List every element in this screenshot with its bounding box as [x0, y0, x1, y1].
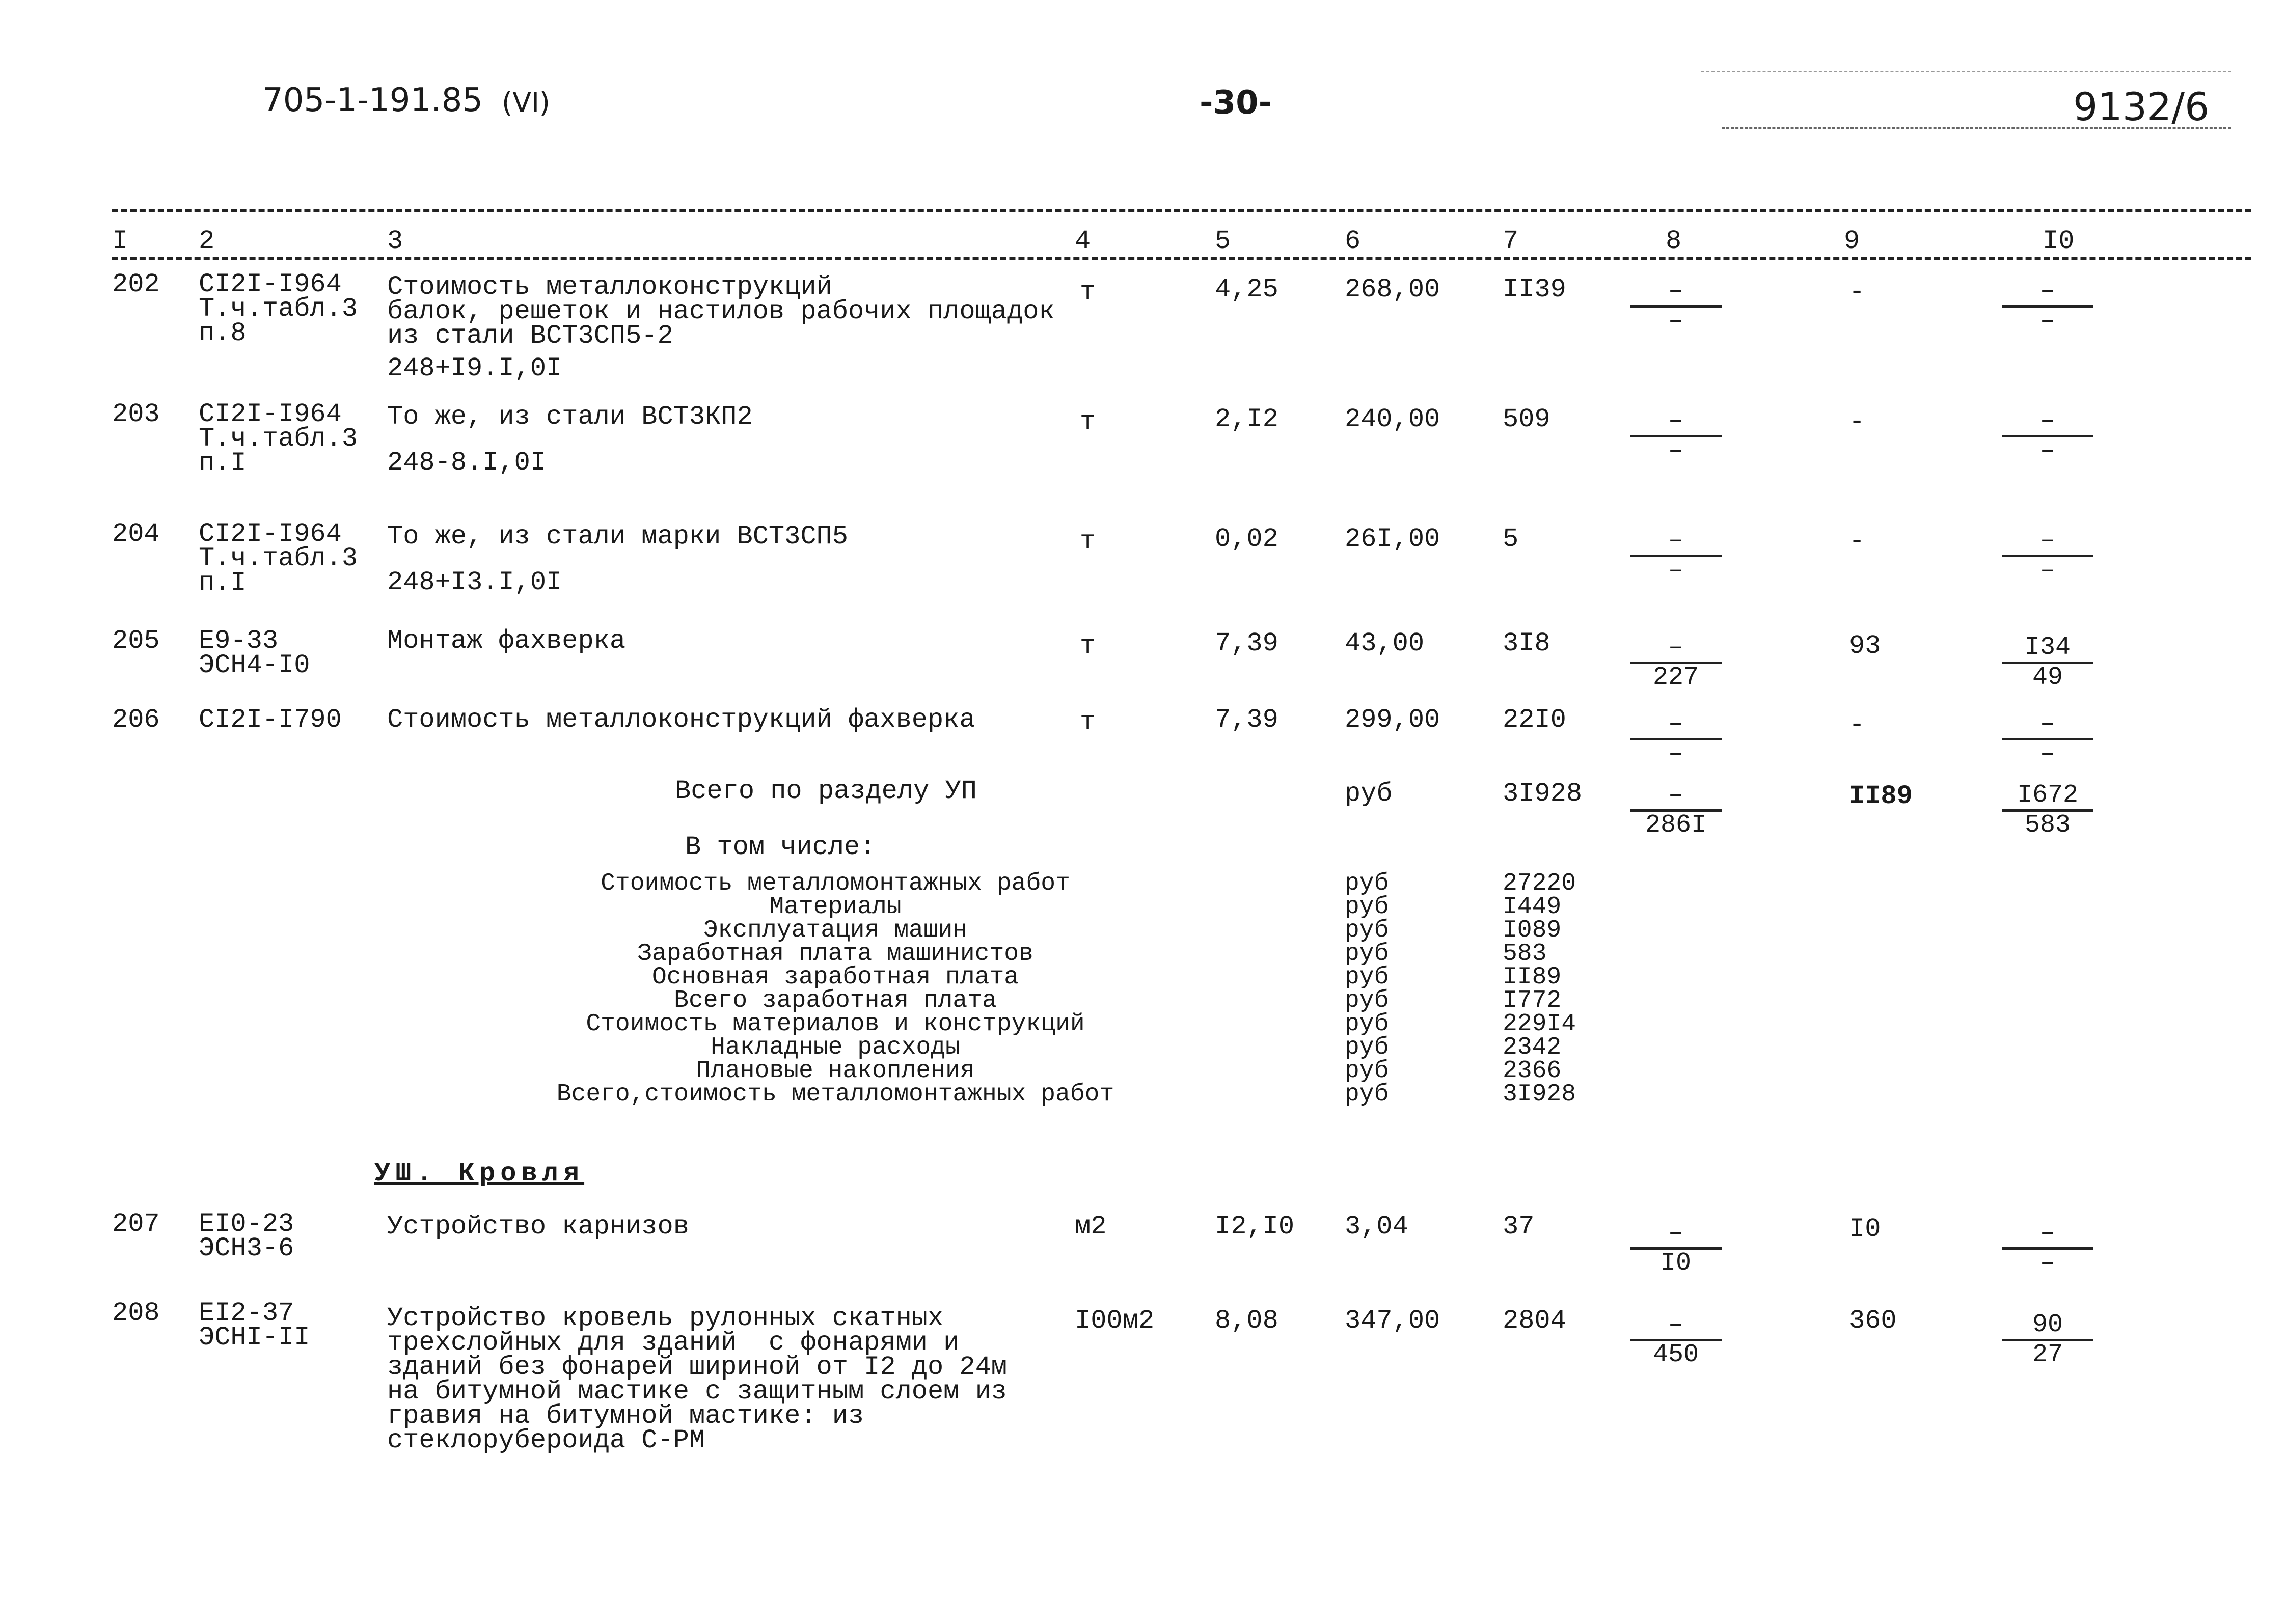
row-204-col10-num: –	[2002, 527, 2093, 557]
document-code: 705-1-191.85	[262, 81, 483, 119]
row-206-col9: -	[1849, 710, 1865, 740]
row-207-col8-den: I0	[1660, 1249, 1691, 1278]
row-203-no: 203	[112, 399, 160, 429]
breakdown-item-unit: руб	[1345, 1010, 1389, 1038]
row-203-col8	[1630, 407, 1722, 465]
breakdown-item-label: Стоимость металломонтажных работ	[601, 870, 1070, 897]
row-204-col8-num: –	[1630, 527, 1722, 557]
row-203-col10	[2002, 407, 2093, 465]
row-205-total: 3I8	[1503, 628, 1550, 658]
row-205-price: 43,00	[1345, 628, 1425, 658]
row-208-ref: ЕI2-37 ЭСНI-II	[199, 1298, 310, 1353]
table-header-rule	[112, 257, 2251, 260]
breakdown-labels	[530, 872, 1141, 1106]
col-header-1: I	[112, 226, 128, 256]
row-207-col8	[1630, 1220, 1722, 1277]
row-204-col8-den: –	[1668, 556, 1683, 585]
row-202-ref: CI2I-I964 Т.ч.табл.3 п.8	[199, 269, 358, 348]
col-header-4: 4	[1075, 226, 1091, 256]
row-203-col9: -	[1849, 407, 1865, 437]
row-203-col8-num: –	[1630, 407, 1722, 437]
row-207-col10	[2002, 1220, 2093, 1277]
row-206-col10	[2002, 710, 2093, 768]
breakdown-item-label: Заработная плата машинистов	[637, 940, 1033, 968]
breakdown-item-unit: руб	[1345, 987, 1389, 1014]
row-207-total: 37	[1503, 1212, 1535, 1242]
row-206-col10-den: –	[2039, 739, 2055, 768]
row-207-no: 207	[112, 1209, 160, 1239]
breakdown-item-label: Эксплуатация машин	[703, 917, 968, 944]
row-203-price: 240,00	[1345, 404, 1440, 434]
row-208-desc: Устройство кровель рулонных скатных трехслойных для зданий с фонарями и зданий без фонарей шириной от I2 до 24м на битумной мастике с защитным слоем из гравия на битумной мастике: из стеклорубероида С-РМ	[387, 1303, 1007, 1455]
breakdown-item-unit: руб	[1345, 917, 1389, 944]
row-208-col10-num: 90	[2002, 1311, 2093, 1341]
row-207-qty: I2,I0	[1215, 1212, 1295, 1242]
row-202-unit: т	[1080, 277, 1096, 307]
row-202-desc: Стоимость металлоконструкций балок, решеток и настилов рабочих площадок из стали ВСТ3СП5-2	[387, 272, 1055, 351]
section-total-col10-den: 583	[2024, 811, 2071, 840]
breakdown-item-unit: руб	[1345, 1034, 1389, 1061]
row-204-price: 26I,00	[1345, 524, 1440, 554]
row-204-desc: То же, из стали марки ВСТ3СП5	[387, 521, 848, 552]
breakdown-units	[1345, 872, 1389, 1106]
row-208-price: 347,00	[1345, 1306, 1440, 1336]
sheet-number: 9132/6	[2073, 84, 2210, 129]
row-202-col10-den: –	[2039, 307, 2055, 336]
row-202-col10	[2002, 278, 2093, 335]
breakdown-item-label: Плановые накопления	[696, 1057, 975, 1085]
breakdown-item-value: I772	[1503, 987, 1562, 1014]
sheet-overline	[1701, 71, 2231, 72]
section-title: УШ. Кровля	[374, 1159, 585, 1189]
row-203-desc: То же, из стали ВСТ3КП2	[387, 402, 753, 432]
breakdown-item-value: II89	[1503, 964, 1562, 991]
row-207-col8-num: –	[1630, 1220, 1722, 1250]
row-202-price: 268,00	[1345, 274, 1440, 305]
document-part: (VI)	[502, 87, 551, 119]
row-204-qty: 0,02	[1215, 524, 1278, 554]
row-206-no: 206	[112, 705, 160, 735]
row-203-col8-den: –	[1668, 436, 1683, 465]
row-208-col8-num: –	[1630, 1311, 1722, 1341]
row-203-col10-den: –	[2039, 436, 2055, 465]
table-top-rule	[112, 209, 2251, 212]
row-206-col8-num: –	[1630, 710, 1722, 740]
section-total-col8-den: 286I	[1645, 811, 1707, 840]
row-208-total: 2804	[1503, 1306, 1566, 1336]
row-205-desc: Монтаж фахверка	[387, 626, 626, 656]
row-206-desc: Стоимость металлоконструкций фахверка	[387, 705, 975, 735]
row-204-no: 204	[112, 519, 160, 549]
section-total-label: Всего по разделу УП	[675, 776, 977, 806]
row-208-col10-den: 27	[2032, 1340, 2063, 1369]
row-202-col10-num: –	[2002, 278, 2093, 308]
row-202-col8	[1630, 278, 1722, 335]
breakdown-item-unit: руб	[1345, 893, 1389, 921]
row-204-total: 5	[1503, 524, 1519, 554]
section-total-unit: руб	[1345, 779, 1393, 809]
row-206-col8	[1630, 710, 1722, 768]
breakdown-item-label: Стоимость материалов и конструкций	[586, 1010, 1085, 1038]
row-208-col10	[2002, 1311, 2093, 1369]
row-206-price: 299,00	[1345, 705, 1440, 735]
breakdown-item-value: 229I4	[1503, 1010, 1576, 1038]
row-206-ref: CI2I-I790	[199, 705, 342, 735]
row-202-qty: 4,25	[1215, 274, 1278, 305]
row-208-col8	[1630, 1311, 1722, 1369]
row-205-unit: т	[1080, 631, 1096, 661]
row-207-price: 3,04	[1345, 1212, 1408, 1242]
row-205-col10-den: 49	[2032, 663, 2063, 692]
breakdown-item-label: Материалы	[769, 893, 902, 921]
page-number: -30-	[1200, 84, 1272, 122]
breakdown-item-label: Основная заработная плата	[651, 964, 1019, 991]
row-203-unit: т	[1080, 407, 1096, 437]
section-total-col10-num: I672	[2002, 782, 2093, 812]
row-202-col9: -	[1849, 277, 1865, 307]
section-total-col8	[1630, 782, 1722, 839]
col-header-10: I0	[2043, 226, 2075, 256]
breakdown-item-unit: руб	[1345, 1081, 1389, 1108]
breakdown-item-unit: руб	[1345, 1057, 1389, 1085]
row-208-col9: 360	[1849, 1306, 1897, 1336]
row-204-col10-den: –	[2039, 556, 2055, 585]
breakdown-item-value: I449	[1503, 893, 1562, 921]
breakdown-item-label: Всего,стоимость металломонтажных работ	[556, 1081, 1114, 1108]
row-204-col8	[1630, 527, 1722, 585]
breakdown-item-unit: руб	[1345, 870, 1389, 897]
row-204-ref: CI2I-I964 Т.ч.табл.3 п.I	[199, 519, 358, 598]
row-205-col9: 93	[1849, 631, 1881, 661]
breakdown-item-value: I089	[1503, 917, 1562, 944]
section-total-value: 3I928	[1503, 779, 1583, 809]
row-206-unit: т	[1080, 707, 1096, 737]
breakdown-item-value: 2342	[1503, 1034, 1562, 1061]
row-207-unit: м2	[1075, 1212, 1107, 1242]
section-total-col8-num: –	[1630, 782, 1722, 812]
row-208-no: 208	[112, 1298, 160, 1328]
row-207-ref: ЕI0-23 ЭСН3-6	[199, 1209, 294, 1263]
row-207-col10-num: –	[2002, 1220, 2093, 1250]
col-header-5: 5	[1215, 226, 1231, 256]
row-204-col10	[2002, 527, 2093, 585]
row-205-no: 205	[112, 626, 160, 656]
row-206-col10-num: –	[2002, 710, 2093, 740]
row-202-total: II39	[1503, 274, 1566, 305]
col-header-8: 8	[1666, 226, 1682, 256]
row-206-qty: 7,39	[1215, 705, 1278, 735]
row-205-col8-den: 227	[1652, 663, 1699, 692]
breakdown-item-label: Накладные расходы	[711, 1034, 960, 1061]
row-204-formula: 248+I3.I,0I	[387, 567, 562, 597]
breakdown-item-value: 583	[1503, 940, 1547, 968]
col-header-7: 7	[1503, 226, 1519, 256]
row-203-formula: 248-8.I,0I	[387, 448, 547, 478]
row-205-col10-num: I34	[2002, 634, 2093, 664]
row-206-col8-den: –	[1668, 739, 1683, 768]
row-202-no: 202	[112, 269, 160, 299]
row-205-ref: Е9-33 ЭСН4-I0	[199, 626, 310, 680]
row-208-qty: 8,08	[1215, 1306, 1278, 1336]
col-header-9: 9	[1844, 226, 1860, 256]
section-total-col10	[2002, 782, 2093, 839]
row-205-qty: 7,39	[1215, 628, 1278, 658]
breakdown-item-value: 3I928	[1503, 1081, 1576, 1108]
row-203-col10-num: –	[2002, 407, 2093, 437]
breakdown-values	[1503, 872, 1576, 1106]
row-205-col10	[2002, 634, 2093, 692]
row-207-col9: I0	[1849, 1214, 1881, 1244]
breakdown-item-unit: руб	[1345, 940, 1389, 968]
col-header-2: 2	[199, 226, 215, 256]
row-208-col8-den: 450	[1652, 1340, 1699, 1369]
row-202-col8-num: –	[1630, 278, 1722, 308]
breakdown-item-unit: руб	[1345, 964, 1389, 991]
breakdown-item-value: 27220	[1503, 870, 1576, 897]
row-205-col8-num: –	[1630, 634, 1722, 664]
section-total-col9: II89	[1849, 781, 1913, 811]
row-203-ref: CI2I-I964 Т.ч.табл.3 п.I	[199, 399, 358, 478]
row-205-col8	[1630, 634, 1722, 692]
col-header-6: 6	[1345, 226, 1361, 256]
row-206-total: 22I0	[1503, 705, 1566, 735]
breakdown-item-value: 2366	[1503, 1057, 1562, 1085]
breakdown-item-label: Всего заработная плата	[674, 987, 997, 1014]
breakdown-label: В том числе:	[685, 832, 876, 862]
row-207-col10-den: –	[2039, 1249, 2055, 1278]
row-203-total: 509	[1503, 404, 1550, 434]
row-202-col8-den: –	[1668, 307, 1683, 336]
row-203-qty: 2,I2	[1215, 404, 1278, 434]
row-207-desc: Устройство карнизов	[387, 1212, 689, 1242]
row-208-unit: I00м2	[1075, 1306, 1155, 1336]
row-202-formula: 248+I9.I,0I	[387, 353, 562, 383]
col-header-3: 3	[387, 226, 403, 256]
row-204-unit: т	[1080, 527, 1096, 557]
row-204-col9: -	[1849, 527, 1865, 557]
